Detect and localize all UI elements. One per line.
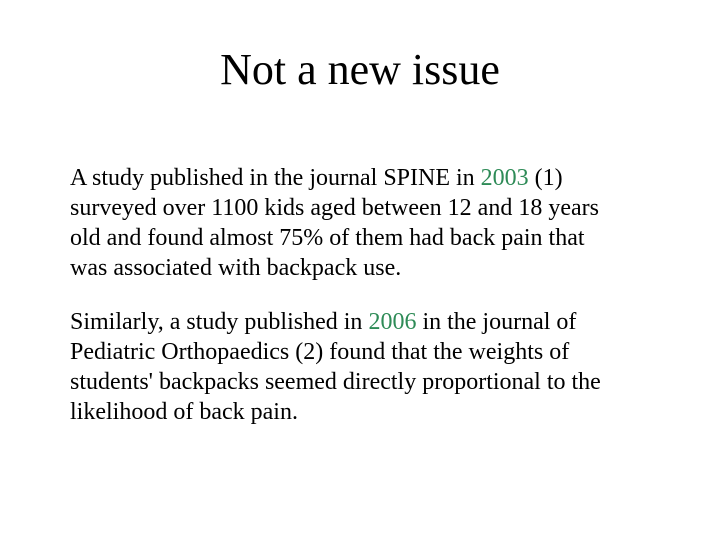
paragraph-spine-study [70, 163, 680, 283]
text-segment: A study published in the journal SPINE in [70, 165, 481, 191]
text-segment: in the journal of [416, 309, 577, 335]
text-line: likelihood of back pain. [70, 399, 298, 425]
text-segment: (1) [528, 165, 563, 191]
year-highlight: 2003 [480, 165, 529, 191]
text-line: Pediatric Orthopaedics (2) found that the weights of [70, 339, 570, 365]
text-line: old and found almost 75% of them had back pain that [70, 225, 585, 251]
slide-body [70, 163, 680, 451]
text-line: surveyed over 1100 kids aged between 12 and 18 years [70, 195, 599, 221]
text-line [70, 307, 680, 337]
year-highlight: 2006 [368, 309, 417, 335]
text-line: was associated with backpack use. [70, 255, 402, 281]
text-line: students' backpacks seemed directly proportional to the [70, 369, 601, 395]
slide-title: Not a new issue [220, 45, 500, 94]
paragraph-pediatric-study [70, 307, 680, 427]
text-segment: Similarly, a study published in [70, 309, 369, 335]
text-line [70, 163, 680, 193]
